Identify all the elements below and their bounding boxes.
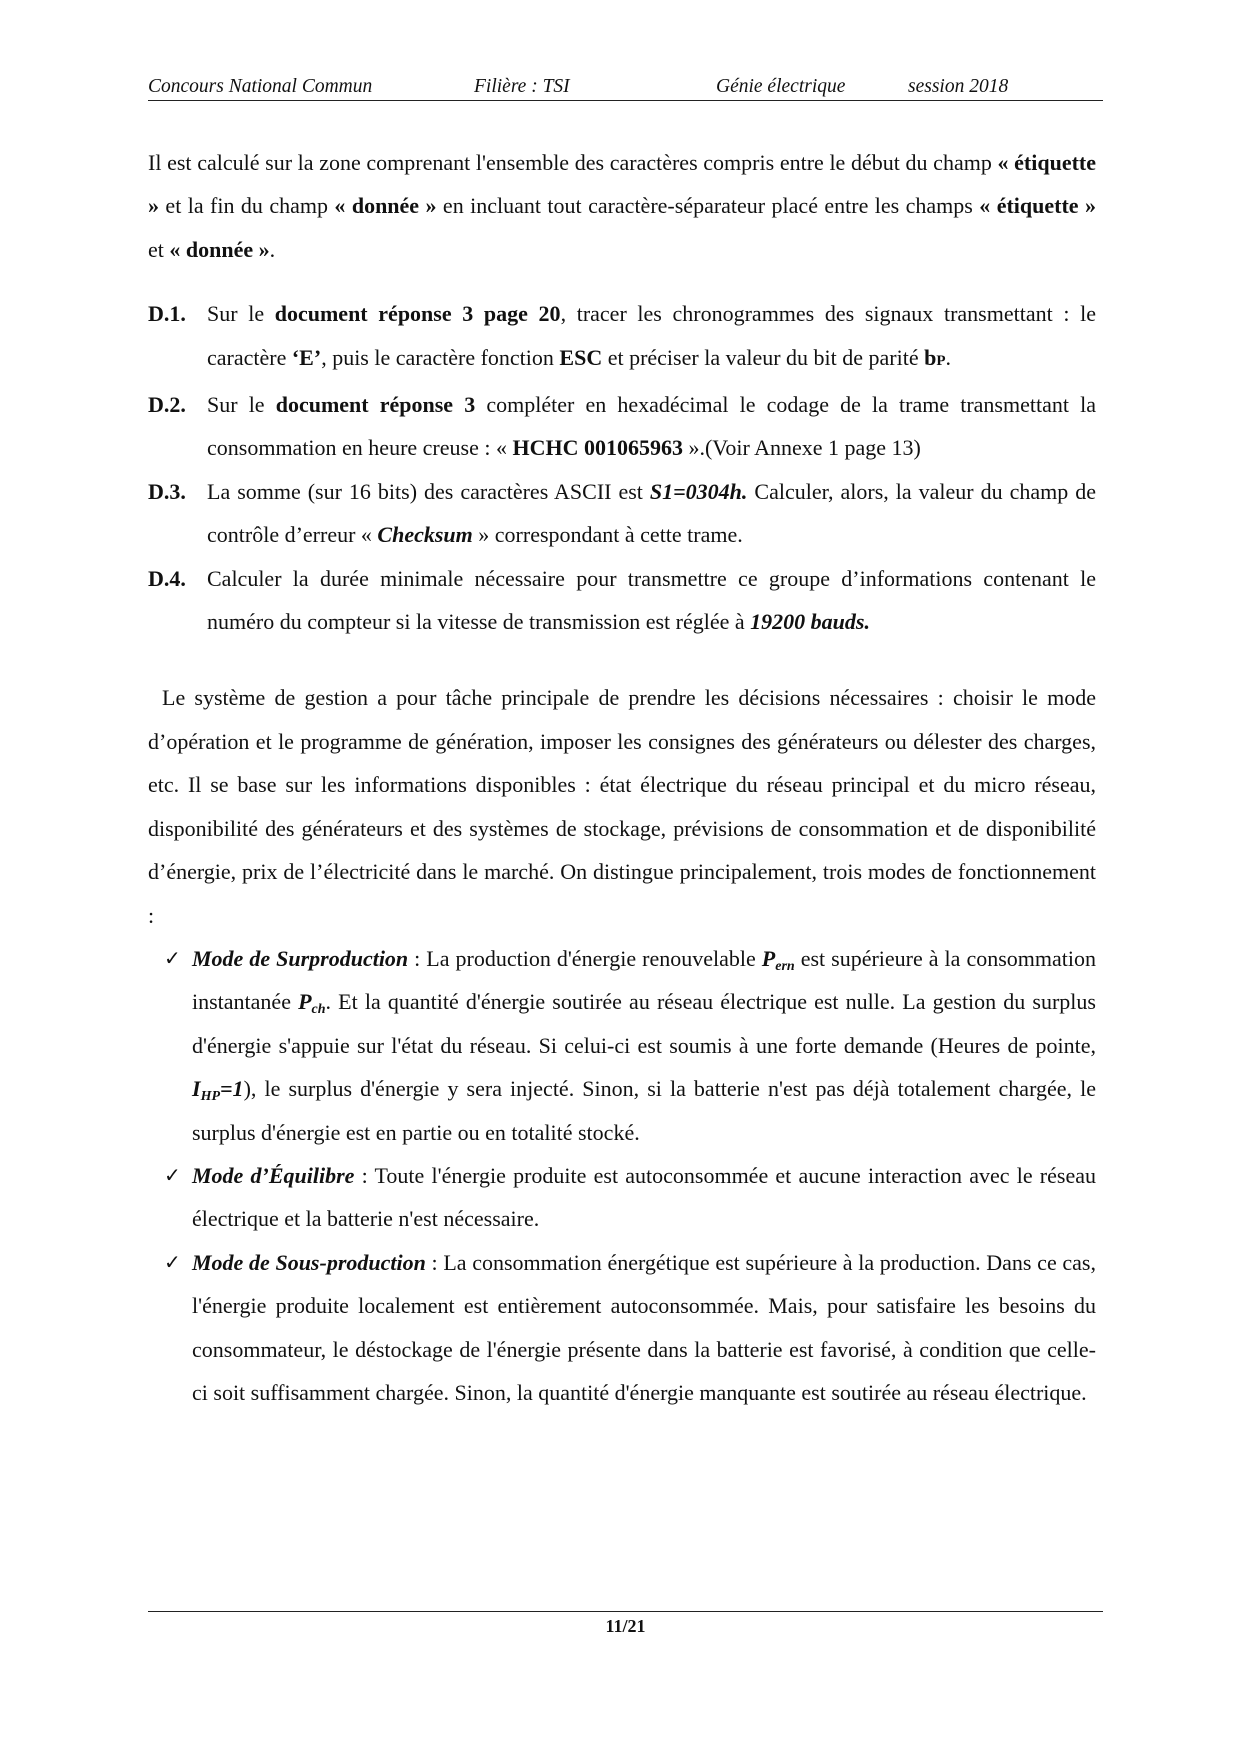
management-paragraph: Le système de gestion a pour tâche principale de prendre les décisions nécessaires : choisir le mode d’opération et le programme de génération, imposer les consignes des générateurs ou délester des charges, etc. Il se base sur les informations disponibles : état électrique du réseau principal et du micro réseau, disponibilité des générateurs et des systèmes de stockage, prévisions de consommation et de disponibilité d’énergie, prix de l’électricité dans le marché. On distingue principalement, trois modes de fonctionnement : xyxy=(148,685,1096,928)
question-d2: D.2. Sur le document réponse 3 compléter en hexadécimal le codage de la trame transmettant la consommation en heure creuse : « HCHC 001065963 ».(Voir Annexe 1 page 13) xyxy=(148,383,1096,470)
question-d4: D.4. Calculer la durée minimale nécessaire pour transmettre ce groupe d’informations contenant le numéro du compteur si la vitesse de transmission est réglée à 19200 bauds. xyxy=(148,557,1096,644)
check-icon: ✓ xyxy=(164,1162,181,1187)
header-contest: Concours National Commun xyxy=(148,76,373,97)
intro-paragraph: Il est calculé sur la zone comprenant l'ensemble des caractères compris entre le début du champ « étiquette » et la fin du champ « donnée » en incluant tout caractère-séparateur placé entre les champs « étiquette » et « donnée ». xyxy=(148,150,1096,262)
header-session: session 2018 xyxy=(908,76,1009,97)
question-label: D.3. xyxy=(148,478,186,504)
check-icon: ✓ xyxy=(164,945,181,970)
question-d1: D.1. Sur le document réponse 3 page 20, tracer les chronogrammes des signaux transmettant : le caractère ‘E’, puis le caractère fonction ESC et préciser la valeur du bit de parité bP. xyxy=(148,292,1096,383)
page-number: 11/21 xyxy=(605,1616,646,1636)
mode-surproduction: ✓ Mode de Surproduction : La production d'énergie renouvelable $P_{ern}$ est supérieure à la consommation instantanée $P_{ch}$. Et la quantité d'énergie soutirée au réseau électrique est nulle. La gestion du surplus d'énergie s'appuie sur l'état du réseau. Si celui-ci est soumis à une forte demande (Heures de pointe, $I_{HP}=1$), le surplus d'énergie y sera injecté. Sinon, si la batterie n'est pas déjà totalement chargée, le surplus d'énergie est en partie ou en totalité stocké. xyxy=(148,937,1096,1154)
mode-equilibre: ✓ Mode d’Équilibre : Toute l'énergie produite est autoconsommée et aucune interaction avec le réseau électrique et la batterie n'est nécessaire. xyxy=(148,1154,1096,1241)
question-label: D.2. xyxy=(148,392,186,418)
question-label: D.4. xyxy=(148,565,186,591)
header-filiere: Filière : TSI xyxy=(474,76,570,97)
page-footer xyxy=(148,1611,1103,1637)
check-icon: ✓ xyxy=(164,1249,181,1274)
page-content xyxy=(148,141,1096,1414)
header-subject: Génie électrique xyxy=(716,76,846,97)
page-header xyxy=(148,70,1103,101)
question-d3: D.3. La somme (sur 16 bits) des caractères ASCII est S1=0304h. Calculer, alors, la valeur du champ de contrôle d’erreur « Checksum » correspondant à cette trame. xyxy=(148,470,1096,557)
question-label: D.1. xyxy=(148,301,186,327)
mode-sous-production: ✓ Mode de Sous-production : La consommation énergétique est supérieure à la production. Dans ce cas, l'énergie produite localement est entièrement autoconsommée. Mais, pour satisfaire les besoins du consommateur, le déstockage de l'énergie présente dans la batterie est favorisé, à condition que celle-ci soit suffisamment chargée. Sinon, la quantité d'énergie manquante est soutirée au réseau électrique. xyxy=(148,1241,1096,1415)
